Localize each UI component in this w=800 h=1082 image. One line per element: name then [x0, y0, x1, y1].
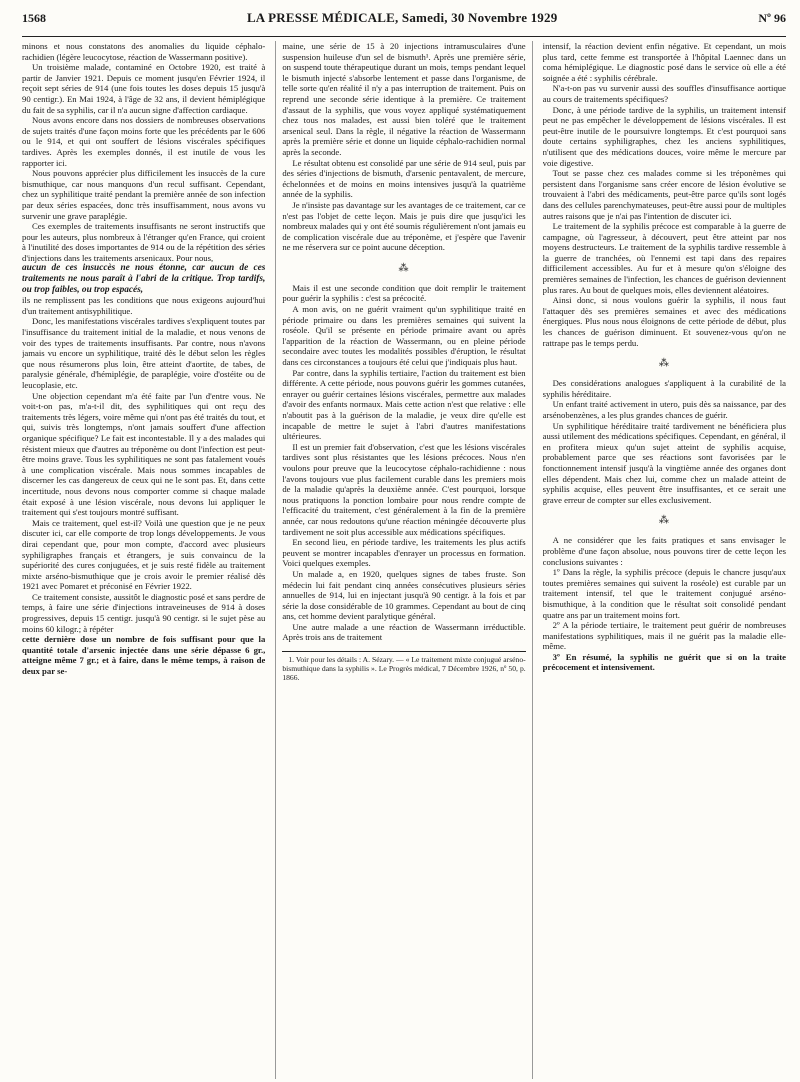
paragraph: Mais ce traitement, quel est-il? Voilà une question que je ne peux discuter ici, car elle comporte de trop longs développements. Je vous dirai cependant que, pour mon compte, d'accord avec plusieurs syphiligraphes français et étrangers, je suis convaincu de la supériorité des cures conjuguées, et je suis resté fidèle au traitement mixte arséno-bismuthique que je crois avoir le premier réalisé dès 1921 avec Pomaret et préconisé en Février 1922.: [22, 517, 266, 592]
paragraph: cette dernière dose un nombre de fois suffisant pour que la quantité totale d'arsenic injectée dans une série dépasse 6 gr., atteigne même 7 gr.; et à faire, dans le même temps, à raison de deux par se-: [22, 634, 266, 677]
paragraph: Une autre malade a une réaction de Wassermann irréductible. Après trois ans de traitement: [282, 621, 526, 643]
column-3: [543, 41, 786, 1079]
section-separator: ⁂: [398, 262, 410, 274]
paragraph: Il est un premier fait d'observation, c'est que les lésions viscérales tardives sont plus résistantes que les lésions précoces. Nous n'en voulons pour preuve que la leucocytose céphalo-rachidienne : nous l'avons toujours vue plus facilement curable dans les premiers mois de la maladie qu'après la deuxième année. C'est pourquoi, lorsque nous pratiquons la ponction lombaire pour nous rendre compte de l'efficacité du traitement, c'est généralement à la fin de la première année, car nous redoutons qu'une réaction méningée découverte plus tardivement ne soit plus accessible aux médications spécifiques.: [282, 441, 526, 537]
paragraph: minons et nous constatons des anomalies du liquide céphalo-rachidien (légère leucocytose, réaction de Wassermann positive).: [22, 41, 266, 62]
paragraph: 3º En résumé, la syphilis ne guérit que si on la traite précocement et intensivement.: [542, 651, 786, 673]
page-number: 1568: [22, 11, 46, 25]
page-header: [22, 0, 786, 37]
paragraph: Tout se passe chez ces malades comme si les tréponèmes qui persistent dans l'organisme sans créer encore de lésion évolutive se trouvaient à l'abri des médicaments, peut-être parce qu'ils sont logés dans des cellules parenchymateuses, peut-être aussi pour de multiples autres raisons que je n'ai pas l'intention de discuter ici.: [542, 168, 786, 221]
paragraph: Mais il est une seconde condition que doit remplir le traitement pour guérir la syphilis : c'est sa précocité.: [282, 282, 526, 304]
paragraph: aucun de ces insuccès ne nous étonne, car aucun de ces traitements ne nous paraît à l'abri de la critique. Trop tardifs, ou trop faibles, ou trop espacés,: [22, 263, 266, 295]
footnote: [282, 651, 525, 683]
column-2: [275, 41, 532, 1079]
journal-title: LA PRESSE MÉDICALE, Samedi, 30 Novembre 1929: [246, 10, 558, 25]
paragraph: Le résultat obtenu est consolidé par une série de 914 seul, puis par des séries d'injections de bismuth, d'arsenic pentavalent, de mercure, échelonnées et de moins en moins intensives jusqu'à la quatrième année de la syphilis.: [282, 157, 526, 200]
paragraph: En second lieu, en période tardive, les traitements les plus actifs peuvent se montrer incapables d'enrayer un processus en formation. Voici quelques exemples.: [282, 537, 526, 569]
paragraph: intensif, la réaction devient enfin négative. Et cependant, un mois plus tard, cette femme est transportée à l'hôpital Laennec dans un coma hémiplégique. Le diagnostic posé dans le service où elle a été soignée a été : syphilis cérébrale.: [542, 41, 786, 83]
footnote-text: 1. Voir pour les détails : A. Sézary. — « Le traitement mixte conjugué arséno-bismuthique dans la syphilis ». Le Progrès médical, 7 Décembre 1926, nº 50, p. 1866.: [282, 655, 526, 683]
paragraph: Par contre, dans la syphilis tertiaire, l'action du traitement est bien différente. A cette période, nous pouvons guérir les gommes cutanées, enrayer ou guérir certaines lésions viscérales, permettre aux malades d'avoir des enfants normaux. Mais cette action n'est que relative : elle n'aboutit pas à la guérison de la maladie, je veux dire qu'elle est incapable de mettre le sujet à l'abri d'autres manifestations ultérieures.: [282, 367, 526, 442]
paragraph: Nous avons encore dans nos dossiers de nombreuses observations de sujets traités d'une façon moins forte que les précédents par le 606 ou le 914, et qui ont souffert de lésions viscérales spécifiques tardives. Après les exemples donnés, il est inutile de vous les rapporter ici.: [22, 115, 266, 168]
section-separator: ⁂: [658, 358, 670, 370]
paragraph: A mon avis, on ne guérit vraiment qu'un syphilitique traité en période primaire ou dans les premières semaines qui suivent la roséole. Qu'il se présente en période primaire avant ou après l'apparition de la réaction de Wassermann, ou en pleine période secondaire avec toutes les modalités possibles d'éruption, le résultat dans ces circonstances a toujours été celui que j'indiquais plus haut.: [282, 304, 526, 368]
paragraph: Une objection cependant m'a été faite par l'un d'entre vous. Ne voit-t-on pas, m'a-t-il dit, des syphilitiques qui ont reçu des traitements très légers, voire même qui n'ont pas été traités du tout, et qui, suivis très longtemps, n'ont jamais souffert d'une affection organique spécifique? Le fait est incontestable. Il y a des malades qui résistent mieux que d'autres au tréponème ou dont l'infection est peut-être moins grave. Tous les syphilitiques ne sont pas fatalement voués à une complication viscérale. Mais nous sommes incapables de discerner les cas dangereux de ceux qui ne le sont pas. Et, dans cette incertitude, nous devons nous comporter comme si chaque malade était exposé à une lésion viscérale, nous devons lui appliquer le traitement qui s'est toujours montré suffisant.: [22, 390, 266, 518]
column-1: [22, 41, 265, 1079]
paragraph: Un malade a, en 1920, quelques signes de tabes fruste. Son médecin lui fait pendant cinq années consécutives plusieurs séries annuelles de 914, lui en injectant jusqu'à 90 centigr. à la fois et par série la dose considérable de 10 grammes. Cependant au bout de cinq ans, cet homme devient paralytique général.: [282, 568, 526, 622]
text-columns: [22, 41, 786, 1079]
paragraph: Le traitement de la syphilis précoce est comparable à la guerre de campagne, où l'agresseur, à découvert, peut être atteint par nos moyens destructeurs. Le traitement de la syphilis tardive ressemble à la guerre de tranchées, où l'ennemi est tapi dans des repaires difficilement accessibles. Au fur et à mesure qu'on s'éloigne des premières semaines de l'infection, les chances de guérison deviennent plus rares. Au bout de quelques mois, elles deviennent aléatoires.: [542, 221, 786, 295]
paragraph: A ne considérer que les faits pratiques et sans envisager le problème d'une façon absolue, nous pouvons tirer de cette leçon les conclusions suivantes :: [542, 535, 786, 567]
paragraph: N'a-t-on pas vu survenir aussi des souffles d'insuffisance aortique au cours de traitements spécifiques?: [542, 83, 786, 104]
paragraph: Ce traitement consiste, aussitôt le diagnostic posé et sans perdre de temps, à faire une série d'injections intraveineuses de 914 à doses progressives, depuis 15 centigr. jusqu'à 90 centigr. si le sujet pèse au moins 60 kilogr.; à répéter: [22, 591, 266, 634]
paragraph: Je n'insiste pas davantage sur les avantages de ce traitement, car ce n'est pas l'objet de cette leçon. Mais je puis dire que jusqu'ici les nombreux malades qui y ont été soumis régulièrement n'ont jamais eu de complication viscérale due au tréponème, et j'espère que l'avenir ne me réservera sur ce point aucune déception.: [282, 199, 526, 253]
paragraph: ils ne remplissent pas les conditions que nous exigeons aujourd'hui d'un traitement antisyphilitique.: [22, 295, 266, 316]
paragraph: maine, une série de 15 à 20 injections intramusculaires d'une suspension huileuse d'un sel de bismuth¹. Après une première série, on suspend toute thérapeutique durant un mois, temps pendant lequel le bismuth injecté s'absorbe lentement et passe dans l'organisme, de telle sorte qu'en réalité il n'y a pas interruption de traitement. Puis on reprend une seconde série identique à la première. Ce traitement d'assaut de la syphilis, que vous voyez appliqué systématiquement chez tous nos malades, est aussi bien toléré que le traitement arsenical seul. Dans la règle, il négative la réaction de Wassermann après la première série et donne un liquide céphalo-rachidien normal après la seconde.: [282, 41, 526, 157]
paragraph: Donc, les manifestations viscérales tardives s'expliquent toutes par l'insuffisance du traitement initial de la maladie, et nous venons de voir des types de traitements insuffisants. Par contre, nous n'avons jamais vu encore un syphilitique, traité dès le début selon les règles que nous résumerons plus loin, être atteint d'aortite, de tabes, de paralysie générale, d'hémiplégie, de paraplégie, voire d'ostéite ou de leucoplasie, etc.: [22, 316, 266, 390]
paragraph: Ces exemples de traitements insuffisants ne seront instructifs que pour les auteurs, plus nombreux à l'étranger qu'en France, qui croient à l'inutilité des doses importantes de 914 ou de la répétition des séries d'injections dans les traitements arsenicaux. Pour nous,: [22, 221, 266, 263]
paragraph: Donc, à une période tardive de la syphilis, un traitement intensif peut ne pas empêcher le développement de lésions viscérales. Il est peut-être inutile de le poursuivre longtemps. Et c'est pourquoi sans doute certains syphiligraphes, chez les anciens syphilitiques, n'utilisent que des médications douces, voire même le mercure par voie digestive.: [542, 104, 786, 168]
issue-number: Nº 96: [758, 11, 786, 25]
paragraph: Des considérations analogues s'appliquent à la curabilité de la syphilis héréditaire.: [542, 378, 786, 399]
paragraph: Un syphilitique héréditaire traité tardivement ne bénéficiera plus aussi utilement des médications spécifiques. Cependant, en général, il en profitera mieux qu'un sujet atteint de syphilis acquise, probablement parce que ses réactions sont favorisées par le fonctionnement intensif jusqu'à la vingtième année des organes dont elles dépendent. Mais chez lui, comme chez un malade atteint de syphilis acquise, elles peuvent être insuffisantes, et ce serait une grave erreur de compter sur elles exclusivement.: [542, 420, 786, 505]
paragraph: 1º Dans la règle, la syphilis précoce (depuis le chancre jusqu'aux toutes premières semaines qui suivent la roséole) est curable par un traitement intensif, tel que le traitement conjugué arséno-bismuthique, à la condition que le résultat soit consolidé pendant quatre ans par un traitement moins fort.: [542, 567, 786, 620]
paragraph: 2º A la période tertiaire, le traitement peut guérir de nombreuses manifestations syphilitiques, mais il ne guérit pas la maladie elle-même.: [542, 620, 786, 652]
paragraph: Ainsi donc, si nous voulons guérir la syphilis, il nous faut l'attaquer dès ses premières semaines et avec des médications énergiques. Plus nous nous éloignons de cette période de début, plus les chances de guérison diminuent. Et souvenez-vous qu'on ne rattrape pas le temps perdu.: [542, 295, 786, 348]
paragraph: Un enfant traité activement in utero, puis dès sa naissance, par des arsénobenzènes, a les plus grandes chances de guérir.: [542, 399, 786, 420]
section-separator: ⁂: [658, 515, 670, 527]
paragraph: Nous pouvons apprécier plus difficilement les insuccès de la cure bismuthique, car nous manquons d'un recul suffisant. Cependant, chez un syphilitique traité pendant la première année de son infection par deux séries espacées, donc très insuffisamment, nous avons vu survenir une grave paraplégie.: [22, 168, 266, 221]
paragraph: Un troisième malade, contaminé en Octobre 1920, est traité à partir de Janvier 1921. Depuis ce moment jusqu'en Février 1924, il reçoit sept séries de 914 (une fois toutes les doses depuis 15 jusqu'à 90 centigr.). En Mai 1924, à l'âge de 32 ans, il devient hémiplégique du fait de sa syphilis, car il n'a aucun signe d'affection cardiaque.: [22, 62, 266, 115]
